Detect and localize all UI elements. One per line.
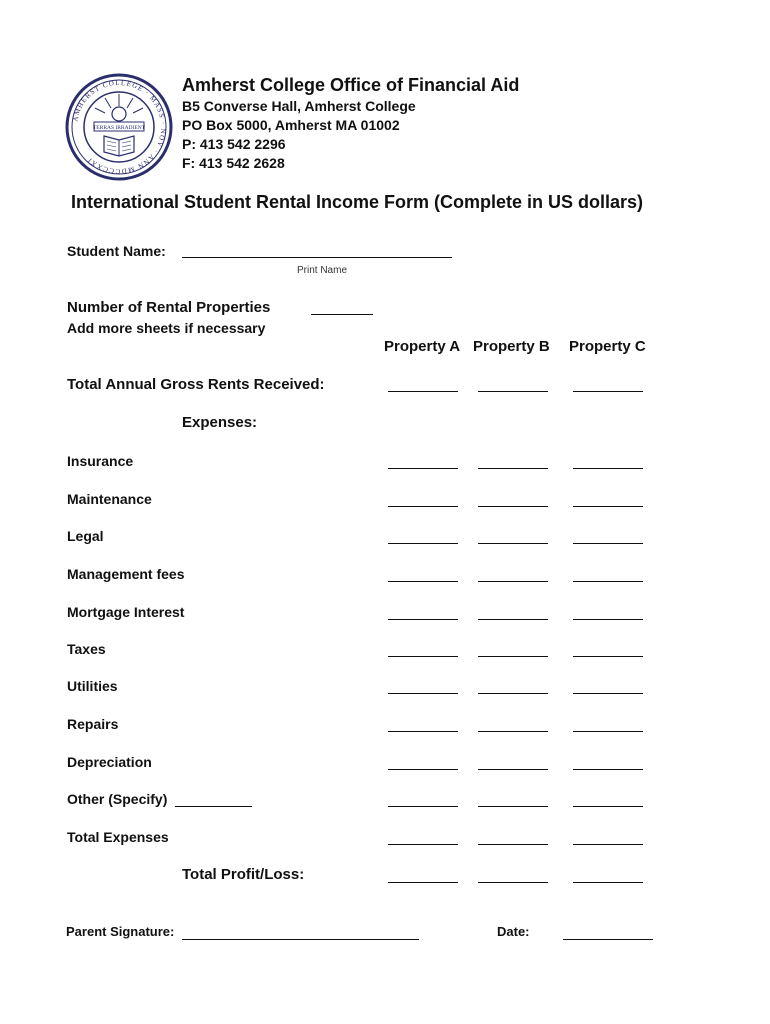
repairs-field-c[interactable] — [573, 731, 643, 732]
total-profit-loss-label: Total Profit/Loss: — [182, 866, 305, 883]
address-line-2: PO Box 5000, Amherst MA 01002 — [182, 117, 400, 133]
student-name-label: Student Name: — [67, 243, 166, 259]
utilities-field-b[interactable] — [478, 693, 548, 694]
mortgage-interest-field-c[interactable] — [573, 619, 643, 620]
management-fees-field-a[interactable] — [388, 581, 458, 582]
utilities-field-c[interactable] — [573, 693, 643, 694]
total-expenses-field-c[interactable] — [573, 844, 643, 845]
student-name-field[interactable] — [182, 257, 452, 258]
seal-ring-text: AMHERST COLLEGE · MASS · NOV · ANN MDCCCXXI — [71, 78, 168, 176]
date-field[interactable] — [563, 939, 653, 940]
num-properties-field[interactable] — [311, 314, 373, 315]
total-expenses-field-b[interactable] — [478, 844, 548, 845]
taxes-field-c[interactable] — [573, 656, 643, 657]
num-properties-label: Number of Rental Properties — [67, 299, 271, 316]
expense-label-other: Other (Specify) — [67, 791, 168, 807]
expense-label-repairs: Repairs — [67, 716, 119, 732]
gross-rents-label: Total Annual Gross Rents Received: — [67, 376, 325, 393]
form-title: International Student Rental Income Form (Complete in US dollars) — [71, 192, 644, 212]
profit-loss-field-b[interactable] — [478, 882, 548, 883]
other-field-b[interactable] — [478, 806, 548, 807]
column-header-property-b: Property B — [473, 338, 550, 355]
address-line-1: B5 Converse Hall, Amherst College — [182, 98, 416, 114]
expense-label-depreciation: Depreciation — [67, 754, 152, 770]
maintenance-field-c[interactable] — [573, 506, 643, 507]
parent-signature-field[interactable] — [182, 939, 419, 940]
expense-label-utilities: Utilities — [67, 678, 118, 694]
total-expenses-field-a[interactable] — [388, 844, 458, 845]
expense-label-maintenance: Maintenance — [67, 491, 152, 507]
gross-rents-field-c[interactable] — [573, 391, 643, 392]
phone-number: P: 413 542 2296 — [182, 136, 286, 152]
insurance-field-a[interactable] — [388, 468, 458, 469]
legal-field-a[interactable] — [388, 543, 458, 544]
management-fees-field-c[interactable] — [573, 581, 643, 582]
expense-label-management-fees: Management fees — [67, 566, 185, 582]
depreciation-field-c[interactable] — [573, 769, 643, 770]
date-label: Date: — [497, 924, 530, 939]
parent-signature-label: Parent Signature: — [66, 924, 175, 939]
expense-label-taxes: Taxes — [67, 641, 106, 657]
mortgage-interest-field-a[interactable] — [388, 619, 458, 620]
expenses-heading: Expenses: — [182, 414, 258, 431]
maintenance-field-a[interactable] — [388, 506, 458, 507]
repairs-field-b[interactable] — [478, 731, 548, 732]
seal-banner-text: TERRAS IRRADIENT — [92, 125, 146, 131]
expense-label-mortgage-interest: Mortgage Interest — [67, 604, 185, 620]
print-name-caption: Print Name — [297, 265, 348, 276]
column-header-property-a: Property A — [384, 338, 461, 355]
depreciation-field-b[interactable] — [478, 769, 548, 770]
other-specify-field[interactable] — [175, 806, 252, 807]
add-sheets-note: Add more sheets if necessary — [67, 320, 266, 336]
expense-label-insurance: Insurance — [67, 453, 134, 469]
insurance-field-b[interactable] — [478, 468, 548, 469]
office-title: Amherst College Office of Financial Aid — [182, 75, 520, 95]
insurance-field-c[interactable] — [573, 468, 643, 469]
other-field-c[interactable] — [573, 806, 643, 807]
other-field-a[interactable] — [388, 806, 458, 807]
expense-label-total-expenses: Total Expenses — [67, 829, 169, 845]
maintenance-field-b[interactable] — [478, 506, 548, 507]
depreciation-field-a[interactable] — [388, 769, 458, 770]
legal-field-c[interactable] — [573, 543, 643, 544]
college-seal-logo — [64, 72, 174, 182]
repairs-field-a[interactable] — [388, 731, 458, 732]
taxes-field-a[interactable] — [388, 656, 458, 657]
profit-loss-field-a[interactable] — [388, 882, 458, 883]
management-fees-field-b[interactable] — [478, 581, 548, 582]
taxes-field-b[interactable] — [478, 656, 548, 657]
mortgage-interest-field-b[interactable] — [478, 619, 548, 620]
column-header-property-c: Property C — [569, 338, 646, 355]
legal-field-b[interactable] — [478, 543, 548, 544]
fax-number: F: 413 542 2628 — [182, 155, 285, 171]
gross-rents-field-a[interactable] — [388, 391, 458, 392]
utilities-field-a[interactable] — [388, 693, 458, 694]
expense-label-legal: Legal — [67, 528, 104, 544]
profit-loss-field-c[interactable] — [573, 882, 643, 883]
gross-rents-field-b[interactable] — [478, 391, 548, 392]
